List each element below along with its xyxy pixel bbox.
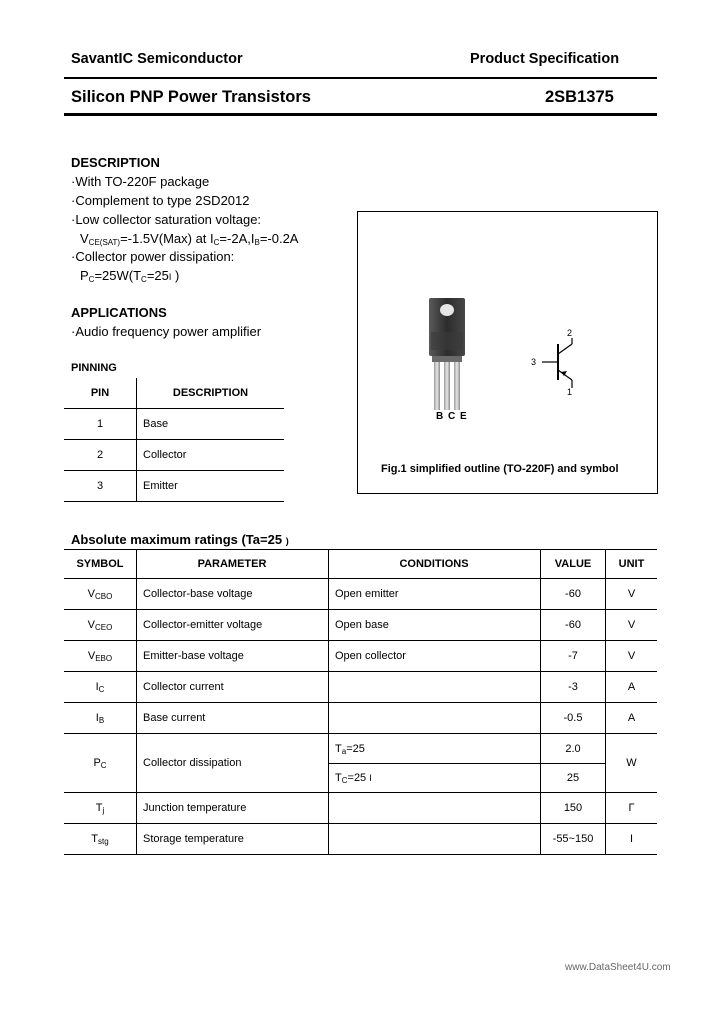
description-heading: DESCRIPTION xyxy=(71,155,160,170)
parameter-column-header: PARAMETER xyxy=(137,550,329,579)
conditions-cell xyxy=(329,793,541,824)
figure-box xyxy=(357,211,658,494)
ratings-table xyxy=(64,549,657,855)
symbol-cell: $T_{stg}$ xyxy=(64,824,137,855)
value-column-header: VALUE xyxy=(541,550,606,579)
symbol-column-header: SYMBOL xyxy=(64,550,137,579)
footer-watermark[interactable]: www.DataSheet4U.com xyxy=(565,962,671,973)
table-row xyxy=(64,703,657,734)
symbol-pin-3: 3 xyxy=(531,357,537,367)
company-name: SavantIC Semiconductor xyxy=(71,51,243,67)
value-cell: 150 xyxy=(541,793,606,824)
part-number: 2SB1375 xyxy=(545,88,614,106)
pin-number: 2 xyxy=(64,440,137,471)
application-item: ·Audio frequency power amplifier xyxy=(71,324,262,339)
applications-heading: APPLICATIONS xyxy=(71,305,167,320)
unit-column-header: UNIT xyxy=(606,550,658,579)
symbol-cell: $I_C$ xyxy=(64,672,137,703)
conditions-cell: Open base xyxy=(329,610,541,641)
unit-cell: W xyxy=(606,734,658,793)
value-tc: 25 xyxy=(566,771,580,784)
symbol-cell: $V_{EBO}$ xyxy=(64,641,137,672)
conditions-cell xyxy=(329,734,541,793)
parameter-cell: Base current xyxy=(137,703,329,734)
table-row xyxy=(64,610,657,641)
table-header-row xyxy=(64,378,284,409)
pin-number: 1 xyxy=(64,409,137,440)
condition-ta: $T_a=25$ xyxy=(329,735,540,764)
pinning-heading: PINNING xyxy=(71,362,117,374)
package-pin-labels: B C E xyxy=(436,411,468,422)
table-row xyxy=(64,734,657,793)
table-row xyxy=(64,409,284,440)
table-row xyxy=(64,793,657,824)
unit-cell: A xyxy=(606,703,658,734)
product-line: Silicon PNP Power Transistors xyxy=(71,88,311,106)
value-cell: -0.5 xyxy=(541,703,606,734)
value-cell: -55~150 xyxy=(541,824,606,855)
value-cell: -60 xyxy=(541,610,606,641)
parameter-cell: Storage temperature xyxy=(137,824,329,855)
pin-column-header: PIN xyxy=(64,378,137,409)
value-cell: -3 xyxy=(541,672,606,703)
parameter-cell: Emitter-base voltage xyxy=(137,641,329,672)
description-column-header: DESCRIPTION xyxy=(137,378,285,409)
conditions-cell xyxy=(329,672,541,703)
conditions-column-header: CONDITIONS xyxy=(329,550,541,579)
conditions-cell xyxy=(329,824,541,855)
pin-description: Collector xyxy=(137,440,285,471)
unit-cell: V xyxy=(606,579,658,610)
unit-cell: V xyxy=(606,610,658,641)
symbol-cell: $T_j$ xyxy=(64,793,137,824)
description-item: ·With TO-220F package xyxy=(71,174,210,189)
title-rule xyxy=(64,113,657,116)
unit-cell: A xyxy=(606,672,658,703)
conditions-cell: Open emitter xyxy=(329,579,541,610)
parameter-cell: Collector dissipation xyxy=(137,734,329,793)
pin-number: 3 xyxy=(64,471,137,502)
header-rule xyxy=(64,77,657,79)
symbol-pin-1: 1 xyxy=(567,387,573,397)
table-header-row xyxy=(64,550,657,579)
table-row xyxy=(64,672,657,703)
symbol-cell: $P_C$ xyxy=(64,734,137,793)
vce-sat-spec: $V_{CE(SAT)}=-1.5V(Max)$ at $I_C=-2A,I_B=-0.2A$ xyxy=(80,231,299,247)
pc-spec: $P_C=25W(T_C=25I$ ) xyxy=(80,268,180,284)
value-cell xyxy=(541,734,606,793)
conditions-cell: Open collector xyxy=(329,641,541,672)
figure-caption: Fig.1 simplified outline (TO-220F) and symbol xyxy=(381,463,619,475)
spec-label: Product Specification xyxy=(470,51,620,67)
parameter-cell: Collector current xyxy=(137,672,329,703)
symbol-cell: $V_{CBO}$ xyxy=(64,579,137,610)
parameter-cell: Junction temperature xyxy=(137,793,329,824)
parameter-cell: Collector-emitter voltage xyxy=(137,610,329,641)
condition-tc: $T_C=25$ I xyxy=(335,771,372,785)
pinning-table xyxy=(64,378,284,502)
table-row xyxy=(64,471,284,502)
unit-cell: I xyxy=(606,824,658,855)
pin-description: Emitter xyxy=(137,471,285,502)
table-row xyxy=(64,579,657,610)
value-ta: 2.0 xyxy=(541,735,605,764)
symbol-pin-2: 2 xyxy=(567,328,573,338)
ratings-heading: Absolute maximum ratings (Ta=25 ) xyxy=(71,532,289,547)
table-row xyxy=(64,641,657,672)
description-item: ·Complement to type 2SD2012 xyxy=(71,193,250,208)
symbol-cell: $V_{CEO}$ xyxy=(64,610,137,641)
value-cell: -60 xyxy=(541,579,606,610)
description-item: ·Collector power dissipation: xyxy=(71,249,235,264)
unit-cell: V xyxy=(606,641,658,672)
symbol-cell: $I_B$ xyxy=(64,703,137,734)
table-row xyxy=(64,440,284,471)
conditions-cell xyxy=(329,703,541,734)
table-row xyxy=(64,824,657,855)
parameter-cell: Collector-base voltage xyxy=(137,579,329,610)
description-item: ·Low collector saturation voltage: xyxy=(71,212,262,227)
unit-cell: Γ xyxy=(606,793,658,824)
pin-description: Base xyxy=(137,409,285,440)
value-cell: -7 xyxy=(541,641,606,672)
package-outline-image xyxy=(413,292,533,492)
